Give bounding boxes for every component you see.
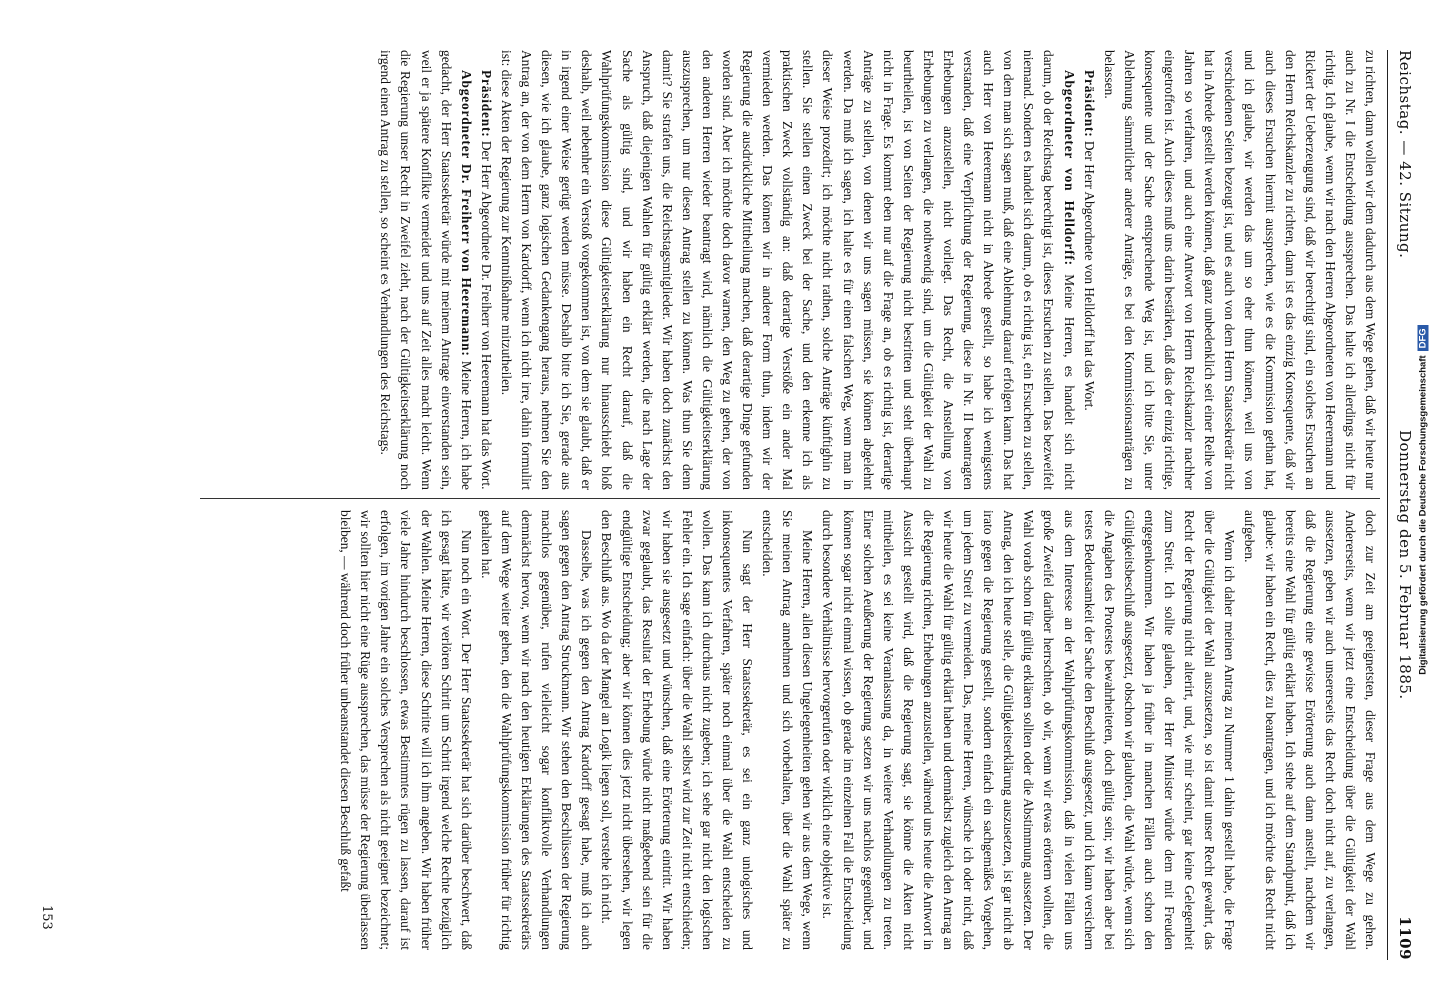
paragraph [335, 510, 476, 950]
speaker-paragraph [496, 50, 1079, 490]
dfg-notice-text: Digitalisierung gefördert durch die Deutsche Forschungsgemeinschaft [1417, 355, 1429, 675]
speaker-name: Präsident: [1081, 70, 1097, 138]
speaker-paragraph [375, 50, 475, 490]
dfg-notice [1417, 30, 1429, 970]
paragraph-text: Wenn ich daher meinen Antrag zu Nummer 1 dahin gestellt habe, die Frage über die Gültigkeit der Wahl auszusetzen, so ist damit unser Recht gewahrt, das Recht der Regierung nicht alterirt, und, wie mir scheint, gar keine Gelegenheit zum Streit. Ich sollte glauben, der Herr Minister würde dem mit Freuden entgegenkommen. Wir haben ja früher in manchen Fällen auch schon den Gültigkeitsbeschluß ausgesetzt, obschon wir glaubten, die Wahl würde, wenn sich die Angaben des Protestes bewahrheiteten, doch gültig sein; wir haben aber bei testes Bedeutsamkeit der Sache den Beschluß ausgesetzt, und ich kann versichern aus dem Interesse an der Wahlprüfungskommission, daß in vielen Fällen uns große Zweifel darüber herrschten, ob wir, wenn wir etwas erörtern wollten, die Wahl vorab schon für gültig erklären sollten oder die Abstimmung aussetzen. Der Antrag, den ich heute stelle, die Gültigkeitserklärung auszusetzen, ist gar nicht ab irato gegen die Regierung gestellt, sondern einfach ein sachgemäßes Vorgehen, um jedem Streit zu vermeiden. Das, meine Herren, wünsche ich oder nicht, daß wir heute die Wahl für gültig erklärt haben und demnächst zugleich den Antrag an die Regierung richten, Erhebungen anzustellen, während uns heute die Antwort in Aussicht gestellt wird, daß die Regierung sagt, sie könne die Akten nicht mittheilen, es sei keine Veranlassung da, in weitere Verhandlungen zu treten. Einer solchen Aeußerung der Regierung setzen wir uns nachlos gegenüber, und können sogar nicht einmal wissen, ob gerade im einzelnen Fall die Entscheidung durch besondere Verhältnisse hervorgerufen oder wirklich eine objektive ist. [820, 510, 1238, 950]
signature-number: 153 [39, 905, 54, 930]
header-rule [1387, 50, 1388, 960]
right-column [20, 510, 1380, 950]
dfg-logo: DFG [1418, 325, 1429, 351]
header-session: Reichstag. — 42. Sitzung. [1396, 50, 1414, 259]
paragraph-text: doch zur Zeit am geeignetsten, dieser Frage aus dem Wege zu gehen. Andererseits, wenn wir jetzt eine Entscheidung über die Gültigkeit der Wahl aussetzen, geben wir auch unsererseits das Recht doch nicht auf, zu verlangen, daß die Regierung eine gewisse Erörterung auch dann anstellt, nachdem wir bereits eine Wahl für gültig erklärt haben. Ich stehe auf dem Standpunkt, daß ich glaube: wir haben ein Recht, dies zu beantragen, und ich möchte das Recht nicht aufgeben. [1242, 510, 1378, 950]
paragraph-text: Nun sagt der Herr Staatssekretär, es sei ein ganz unlogisches und inkonsequentes Verfahren, später noch einmal über die Wahl entscheiden zu wollen. Das kann ich durchaus nicht zugeben; ich sehe gar nicht den logischen Fehler ein. Ich sage einfach: über die Wahl selbst wird zur Zeit nicht entschieden; wir haben sie ausgesetzt und wünschen, daß eine Erörterung eintritt. Wir haben zwar geglaubt, das Resultat der Erhebung würde nicht maßgebend sein für die endgültige Entscheidung; aber wir können dies jetzt nicht übersehen, wir legen den Beschluß aus. Wo da der Mangel an Logik liegen soll, verstehe ich nicht. [599, 510, 756, 950]
speaker-paragraph [1079, 50, 1099, 490]
speaker-name: Abgeordneter Dr. Freiherr von Heeremann: [458, 70, 474, 357]
paragraph-text: Meine Herren, es handelt sich nicht darum, ob der Reichstag berechtigt ist, dieses Ersuchen zu stellen. Das bezweifelt niemand. Sondern es handelt sich darum, ob es richtig ist, ein Ersuchen zu stellen, von dem man sich sagen muß, daß eine Ablehnung darauf erfolgen kann. Das hat auch Herr von Heeremann nicht in Abrede gestellt, so habe ich wenigstens verstanden, daß eine Verpflichtung der Regierung, diese in Nr. II beantragten Erhebungen anzustellen, nicht vorliegt. Das Recht, die Anstellung von Erhebungen zu verlangen, die nothwendig sind, um die Gültigkeit der Wahl zu beurtheilen, ist von Seiten der Regierung nicht bestritten und steht überhaupt nicht in Frage. Es kommt eben nur auf die Frage an, ob es richtig ist, derartige Anträge zu stellen, von denen wir uns sagen müssen, sie können abgelehnt werden. Da muß ich sagen, ich halte es für einen falschen Weg, wenn man in dieser Weise prozedirt; ich möchte nicht rathen, solche Anträge künftighin zu stellen. Sie stellen einen Zweck bei der Sache, und den erkenne ich als praktischen Zweck vollständig an: daß derartige Verstöße ein ander Mal vermieden werden. Das können wir in anderer Form thun, indem wir der Regierung die ausdrückliche Mittheilung machen, daß derartige Dinge gefunden worden sind. Aber ich möchte doch davor warnen, den Weg zu gehen, der von den anderen Herren wieder beantragt wird, nämlich die Gültigkeitserklärung auszusprechen, um nur diesen Antrag stellen zu können. Was thun Sie denn damit? Sie strafen uns, die Reichstagsmitglieder. Wir haben doch zunächst den Anspruch, daß diejenigen Wahlen für gültig erklärt werden, die nach Lage der Sache als gültig sind, und wir haben ein Recht darauf, daß die Wahlprüfungskommission diese Gültigkeitserklärung nur hinausschiebt bloß deshalb, weil nebenher ein Verstoß vorgekommen ist, von dem sie glaubt, daß er in irgend einer Weise gerügt werden müsse. Deshalb bitte ich Sie, gerade aus diesen, wie ich glaube, ganz logischen Gedankengang heraus, nehmen Sie den Antrag an, der von dem Herrn von Kardorff, wenn ich nicht irre, dahin formulirt ist: diese Akten der Regierung zur Kenntnißnahme mitzutheilen. [498, 50, 1077, 490]
paragraph [596, 510, 757, 950]
paragraph [757, 510, 817, 950]
page-header [1392, 50, 1414, 960]
paragraph-text: Dasselbe, was ich gegen den Antrag Kardorff gesagt habe, muß ich auch sagen gegen den Antrag Struckmann. Wir stehen den Beschlüssen der Regierung machtlos gegenüber, rufen vielleicht sogar konfliktvolle Verhandlungen demnächst hervor, wenn wir nach den heutigen Erklärungen des Staatssekretärs auf dem Wege weiter gehen, den die Wahlprüfungskommission früher für richtig gehalten hat. [478, 510, 595, 950]
speaker-name: Präsident: [478, 70, 494, 138]
header-page-number: 1109 [1396, 916, 1414, 960]
paragraph [1099, 50, 1380, 490]
paragraph-text: Der Herr Abgeordnete von Helldorff hat das Wort. [1081, 140, 1097, 411]
paragraph-text: Meine Herren, allen diesen Ungelegenheiten gehen wir aus dem Wege, wenn Sie meinen Antrag annehmen und sich vorbehalten, über die Wahl später zu entscheiden. [760, 510, 816, 950]
paragraph-text: zu richten, dann wollen wir dem dadurch aus dem Wege gehen, daß wir heute nur auch zu Nr. I die Entscheidung aussprechen. Das halte ich allerdings nicht für richtig. Ich glaube, wenn wir nach den Herren Abgeordneten von Heeremann und Rickert der Ueberzeugung sind, daß wir berechtigt sind, ein solches Ersuchen an den Herrn Reichskanzler zu richten, dann ist es das einzig Konsequente, daß wir auch dieses Ersuchen hiermit aussprechen, wie es die Kommission gethan hat, und ich glaube, wir werden das um so eher thun können, weil uns von verschiedenen Seiten bezeugt ist, und es auch von dem Herrn Staatssekretär nicht hat in Abrede gestellt werden können, daß ganz unbedenklich seit einer Reihe von Jahren so verfahren, und auch eine Antwort von Herrn Reichskanzler nachher eingetroffen ist. Auch dieses muß uns darin bestärken, daß das der einzig richtige, konsequente und der Sache entsprechende Weg ist, und ich bitte Sie, unter Ablehnung sämmtlicher anderer Anträge, es bei den Kommissionsanträgen zu belassen. [1101, 50, 1378, 490]
header-date: Donnerstag den 5. Februar 1885. [1396, 430, 1414, 700]
paragraph [817, 510, 1239, 950]
paragraph [1239, 510, 1380, 950]
paragraph-text: Meine Herren, ich habe gedacht, der Herr Staatssekretär würde mit meinem Antrage einverstanden sein, weil er ja spätere Konflikte vermeidet und uns auf Zeit alles macht leicht. Wenn die Regierung unser Recht in Zweifel zieht, nach der Gültigkeitserklärung noch irgend einen Antrag zu stellen, so scheint es Verhandlungen des Reichstags. [378, 50, 474, 490]
speaker-paragraph [476, 50, 496, 490]
paragraph [476, 510, 597, 950]
left-column [20, 50, 1380, 490]
column-divider [200, 498, 1380, 499]
paragraph-text: Der Herr Abgeordnete Dr. Freiherr von Heeremann hat das Wort. [478, 140, 494, 490]
paragraph-text: Nun noch ein Wort. Der Herr Staatssekretär hat sich darüber beschwert, daß ich gesagt hätte, wir verlören Schritt um Schritt irgend welche Rechte bezüglich der Wahlen. Meine Herren, diese Schritte will ich ihm angeben. Wir haben früher viele Jahre hindurch beschlossen, etwas Bestimmtes rügen zu lassen, darauf ist erfolgen, im vorigen Jahre ein solches Versprechen als nicht geeignet bezeichnet; wir sollten hier nicht eine Rüge aussprechen, das müsse der Regierung überlassen bleiben, — während doch früher unbeanstandet diesen Beschluß gefaßt [338, 510, 474, 950]
speaker-name: Abgeordneter von Helldorff: [1061, 70, 1077, 266]
